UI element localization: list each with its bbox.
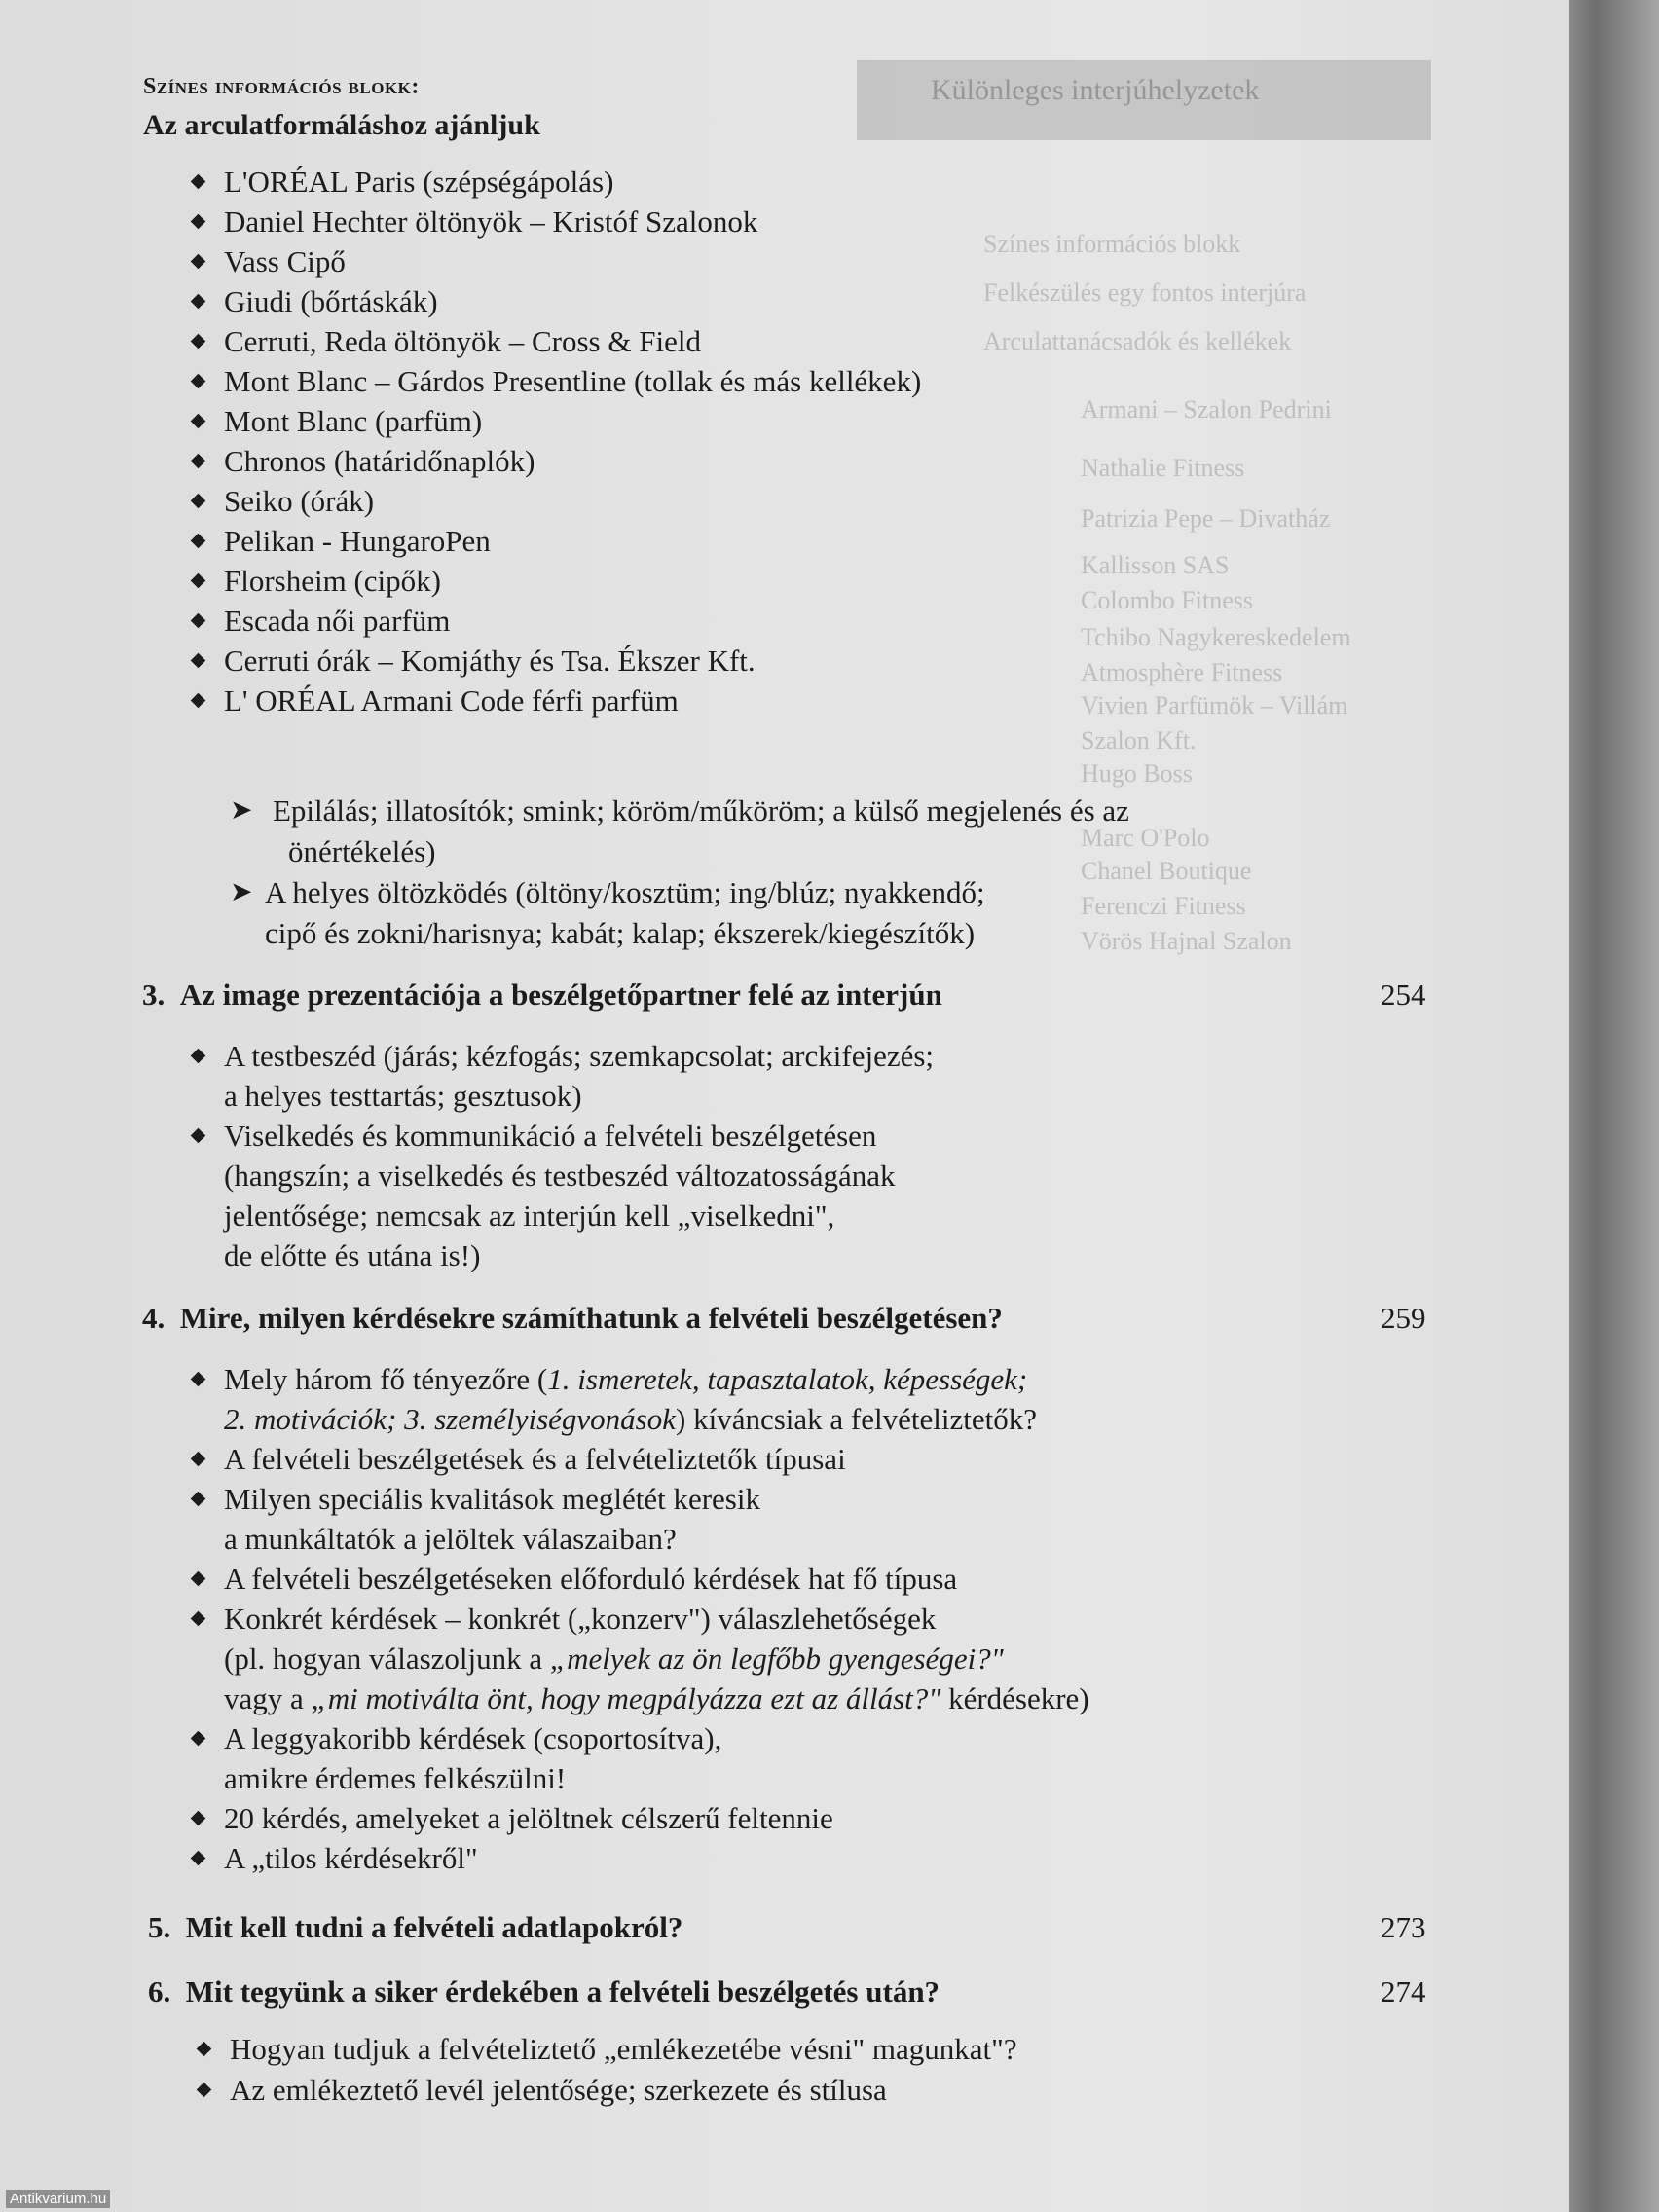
brand-list-item-label: Daniel Hechter öltönyök – Kristóf Szalonok — [224, 204, 758, 239]
list-item-line: a helyes testtartás; gesztusok) — [224, 1079, 582, 1113]
diamond-bullet-icon — [191, 174, 206, 190]
diamond-bullet-icon — [191, 1571, 206, 1587]
list-item-line: vagy a „mi motiválta önt, hogy megpályázza ezt az állást?" kérdésekre) — [224, 1681, 1089, 1715]
list-item-line: A felvételi beszélgetéseken előforduló kérdések hat fő típusa — [224, 1562, 958, 1596]
arrow-item-line: önértékelés) — [288, 834, 436, 868]
diamond-bullet-icon — [191, 1372, 206, 1387]
section-6-title — [148, 1974, 940, 2009]
section-3-title — [142, 977, 942, 1013]
brand-list-item-label: Mont Blanc (parfüm) — [224, 404, 483, 438]
bleed-through-line: Ferenczi Fitness — [1081, 892, 1246, 920]
list-item-line: Az emlékeztető levél jelentősége; szerkezete és stílusa — [230, 2073, 887, 2107]
section-title-text: Mit kell tudni a felvételi adatlapokról? — [185, 1910, 683, 1944]
diamond-bullet-icon — [197, 2042, 212, 2057]
brand-list-item — [191, 281, 921, 321]
bleed-through-line: Színes információs blokk — [983, 230, 1241, 258]
list-item-line: (pl. hogyan válaszoljunk a „melyek az ön legfőbb gyengeségei?" — [224, 1641, 1004, 1676]
bleed-through-line: Colombo Fitness — [1081, 586, 1253, 614]
brand-list-item — [191, 601, 921, 641]
diamond-bullet-icon — [191, 534, 206, 549]
bleed-through-line: Atmosphère Fitness — [1081, 658, 1283, 686]
section-4-title — [142, 1301, 1003, 1336]
bleed-through-line: Vivien Parfümök – Villám — [1081, 691, 1348, 719]
section-number: 4. — [142, 1301, 166, 1335]
brand-list-item — [191, 641, 921, 681]
diamond-bullet-icon — [191, 254, 206, 270]
bleed-through-line: Patrizia Pepe – Divatház — [1081, 504, 1331, 533]
diamond-bullet-icon — [191, 693, 206, 709]
brand-list-item-label: Seiko (órák) — [224, 484, 375, 518]
diamond-bullet-icon — [191, 214, 206, 230]
brand-list-item — [191, 401, 921, 441]
bleed-through-line: Felkészülés egy fontos interjúra — [983, 278, 1307, 307]
list-item-line: 2. motivációk; 3. személyiségvonások) kíváncsiak a felvételiztetők? — [224, 1402, 1037, 1436]
section-number: 6. — [148, 1974, 171, 2009]
brand-list-item — [191, 441, 921, 481]
list-item-line: A felvételi beszélgetések és a felvételiztetők típusai — [224, 1442, 846, 1476]
brand-list-item — [191, 361, 921, 401]
diamond-bullet-icon — [191, 1049, 206, 1064]
brand-list-item — [191, 241, 921, 281]
diamond-bullet-icon — [191, 1452, 206, 1467]
brand-list-item-label: Cerruti, Reda öltönyök – Cross & Field — [224, 324, 701, 358]
section-5-title — [148, 1910, 682, 1945]
watermark: Antikvarium.hu — [6, 2190, 110, 2208]
bleed-through-line: Tchibo Nagykereskedelem — [1081, 623, 1351, 651]
bleed-through-line: Vörös Hajnal Szalon — [1081, 927, 1292, 955]
info-block-subheading: Az arculatformáláshoz ajánljuk — [143, 109, 540, 141]
brand-list-item — [191, 481, 921, 521]
arrow-item-line: cipő és zokni/harisnya; kabát; kalap; ékszerek/kiegészítők) — [265, 916, 976, 950]
bleed-through-line: Marc O'Polo — [1081, 824, 1210, 852]
diamond-bullet-icon — [191, 1611, 206, 1627]
brand-list-item-label: Cerruti órák – Komjáthy és Tsa. Ékszer Kft. — [224, 644, 756, 678]
brand-list-item-label: L' ORÉAL Armani Code férfi parfüm — [224, 683, 679, 718]
list-item-line: A leggyakoribb kérdések (csoportosítva), — [224, 1721, 722, 1755]
diamond-bullet-icon — [191, 1128, 206, 1144]
diamond-bullet-icon — [191, 294, 206, 310]
brand-list-item-label: Escada női parfüm — [224, 604, 451, 638]
diamond-bullet-icon — [191, 334, 206, 350]
section-4-page: 259 — [1381, 1301, 1426, 1335]
diamond-bullet-icon — [191, 374, 206, 389]
bleed-through-line: Arculattanácsadók és kellékek — [983, 327, 1292, 355]
bleed-through-line: Szalon Kft. — [1081, 726, 1197, 755]
brand-list-item-label: Vass Cipő — [224, 244, 346, 278]
brand-list-item-label: Pelikan - HungaroPen — [224, 524, 491, 558]
brand-list-item-label: Florsheim (cipők) — [224, 564, 441, 598]
brand-list — [191, 162, 921, 720]
diamond-bullet-icon — [191, 454, 206, 469]
list-item-line: (hangszín; a viselkedés és testbeszéd változatosságának — [224, 1159, 896, 1193]
brand-list-item-label: Giudi (bőrtáskák) — [224, 284, 438, 318]
bleed-through-line: Hugo Boss — [1081, 759, 1193, 788]
section-title-text: Mit tegyünk a siker érdekében a felvételi beszélgetés után? — [185, 1974, 940, 2009]
brand-list-item-label: Chronos (határidőnaplók) — [224, 444, 535, 478]
diamond-bullet-icon — [197, 2083, 212, 2098]
diamond-bullet-icon — [191, 573, 206, 589]
arrow-icon: ➤ — [230, 877, 253, 907]
brand-list-item — [191, 681, 921, 720]
brand-list-item — [191, 561, 921, 601]
section-title-text: Mire, milyen kérdésekre számíthatunk a felvételi beszélgetésen? — [179, 1301, 1003, 1335]
bleed-through-title: Különleges interjúhelyzetek — [931, 74, 1260, 106]
bleed-through-line: Armani – Szalon Pedrini — [1081, 395, 1332, 424]
section-number: 5. — [148, 1910, 171, 1944]
brand-list-item — [191, 162, 921, 202]
brand-list-item — [191, 202, 921, 241]
list-item-line: Hogyan tudjuk a felvételiztető „emlékezetébe vésni" magunkat"? — [230, 2032, 1017, 2066]
diamond-bullet-icon — [191, 494, 206, 509]
diamond-bullet-icon — [191, 613, 206, 629]
arrow-icon: ➤ — [230, 795, 253, 826]
bleed-through-line: Chanel Boutique — [1081, 857, 1252, 885]
brand-list-item — [191, 521, 921, 561]
list-item-line: Mely három fő tényezőre (1. ismeretek, tapasztalatok, képességek; — [224, 1362, 1028, 1396]
brand-list-item — [191, 321, 921, 361]
info-block-heading — [143, 74, 420, 100]
diamond-bullet-icon — [191, 653, 206, 669]
arrow-item-line: A helyes öltözködés (öltöny/kosztüm; ing/blúz; nyakkendő; — [265, 875, 985, 909]
bleed-through-line: Nathalie Fitness — [1081, 454, 1245, 482]
diamond-bullet-icon — [191, 1811, 206, 1826]
arrow-item-line: Epilálás; illatosítók; smink; köröm/műköröm; a külső megjelenés és az — [273, 793, 1129, 828]
list-item-line: Viselkedés és kommunikáció a felvételi beszélgetésen — [224, 1119, 877, 1153]
diamond-bullet-icon — [191, 1731, 206, 1747]
bleed-through-line: Kallisson SAS — [1081, 551, 1230, 579]
diamond-bullet-icon — [191, 1492, 206, 1507]
list-item-line: Milyen speciális kvalitások meglétét keresik — [224, 1482, 760, 1516]
section-3-page: 254 — [1381, 977, 1426, 1012]
list-item-line: de előtte és utána is!) — [224, 1238, 481, 1272]
list-item-line: amikre érdemes felkészülni! — [224, 1761, 567, 1795]
diamond-bullet-icon — [191, 1851, 206, 1866]
page-edge-shadow — [1569, 0, 1659, 2212]
brand-list-item-label: L'ORÉAL Paris (szépségápolás) — [224, 165, 614, 199]
list-item-line: a munkáltatók a jelöltek válaszaiban? — [224, 1522, 677, 1556]
diamond-bullet-icon — [191, 414, 206, 429]
section-title-text: Az image prezentációja a beszélgetőpartner felé az interjún — [179, 977, 942, 1012]
info-block-heading-text: Színes információs blokk: — [143, 74, 420, 99]
section-number: 3. — [142, 977, 166, 1012]
list-item-line: A testbeszéd (járás; kézfogás; szemkapcsolat; arckifejezés; — [224, 1039, 935, 1073]
list-item-line: jelentősége; nemcsak az interjún kell „viselkedni", — [224, 1198, 835, 1233]
section-5-page: 273 — [1381, 1910, 1426, 1944]
section-6-page: 274 — [1381, 1974, 1426, 2009]
list-item-line: 20 kérdés, amelyeket a jelöltnek célszerű feltennie — [224, 1801, 833, 1835]
list-item-line: Konkrét kérdések – konkrét („konzerv") válaszlehetőségek — [224, 1602, 937, 1636]
brand-list-item-label: Mont Blanc – Gárdos Presentline (tollak és más kellékek) — [224, 364, 922, 398]
list-item-line: A „tilos kérdésekről" — [224, 1841, 478, 1875]
